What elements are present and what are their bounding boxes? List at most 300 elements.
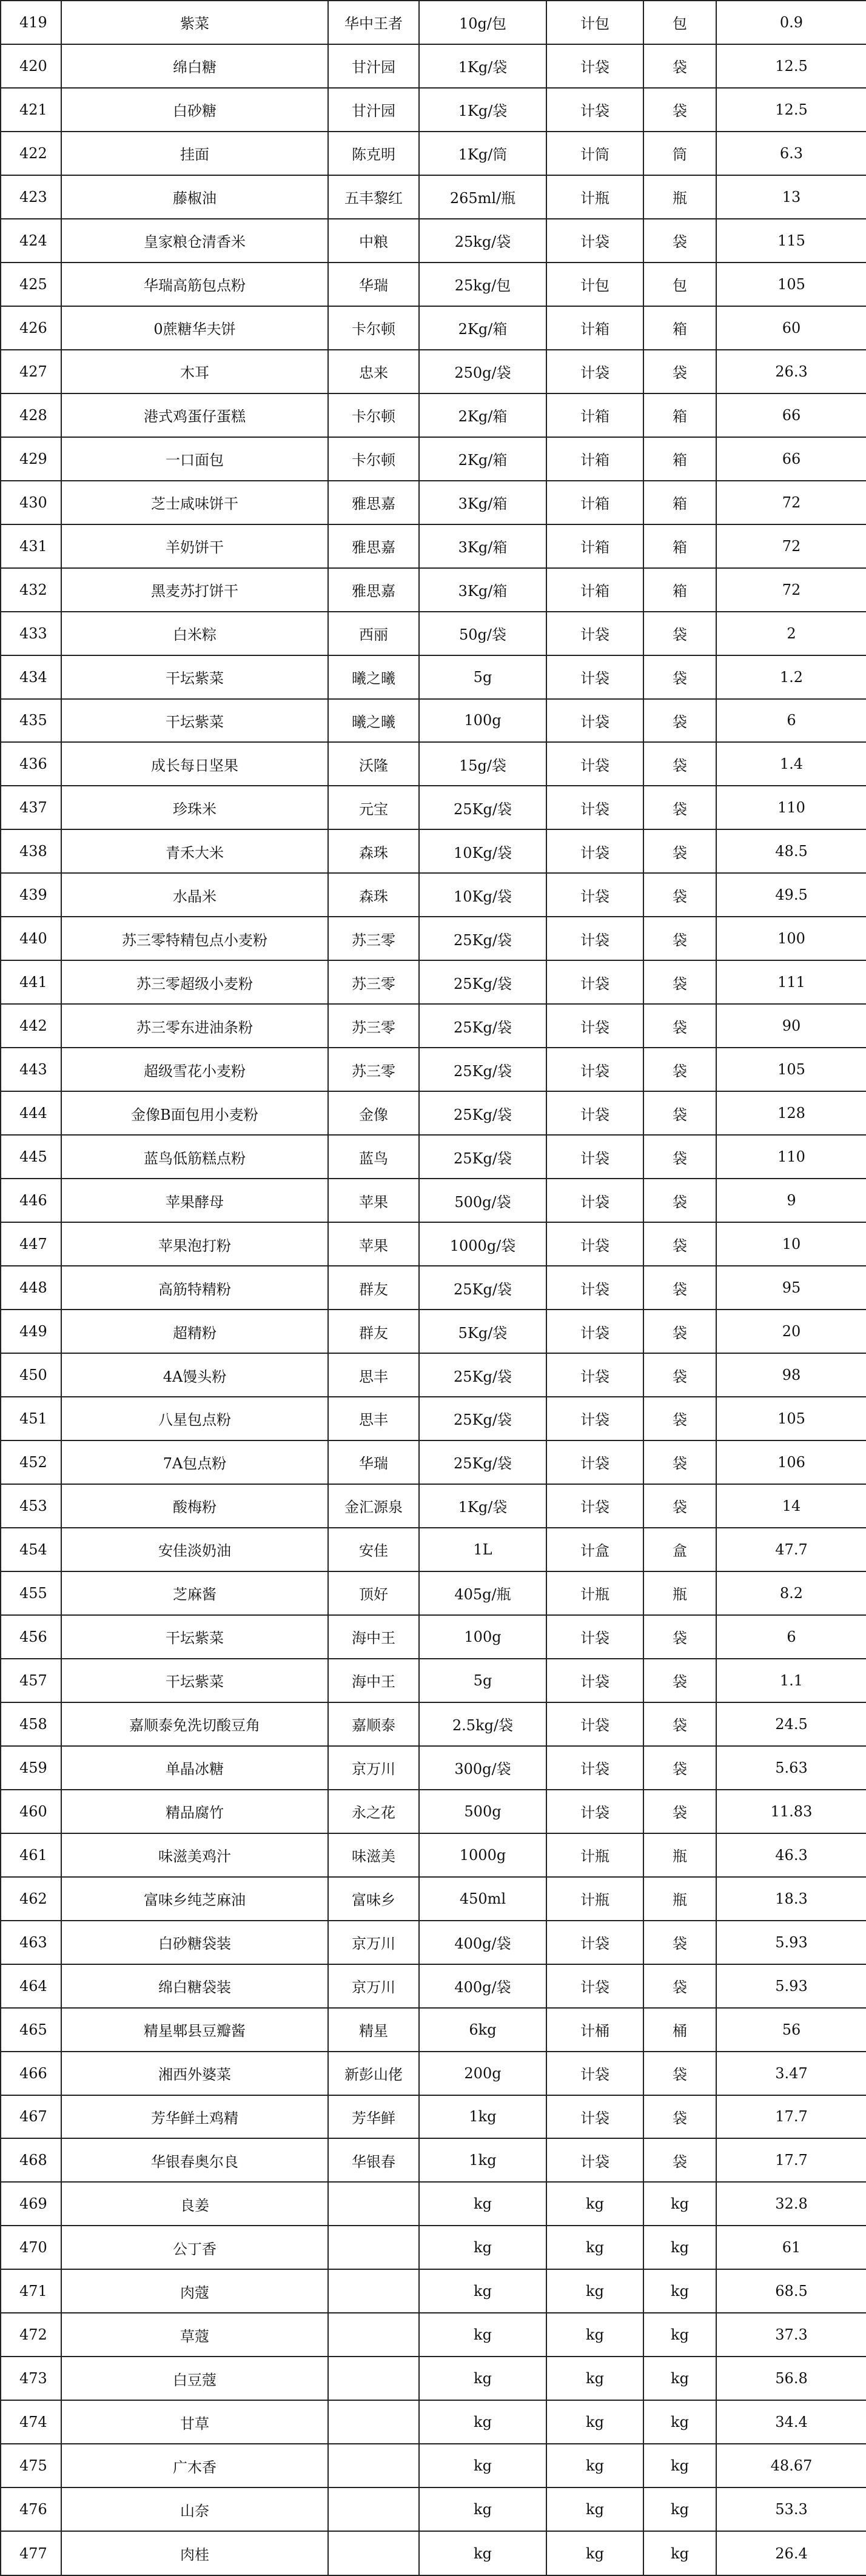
unit-cell: 袋 xyxy=(643,655,716,699)
billing-unit-cell: 计瓶 xyxy=(546,1571,643,1615)
unit-cell: 箱 xyxy=(643,524,716,568)
brand-cell: 华瑞 xyxy=(328,1440,419,1484)
unit-cell: 袋 xyxy=(643,1266,716,1310)
product-name-cell: 干坛紫菜 xyxy=(61,1615,328,1659)
unit-cell: 袋 xyxy=(643,44,716,88)
billing-unit-cell: 计箱 xyxy=(546,437,643,481)
brand-cell xyxy=(328,2269,419,2313)
specification-cell: 25Kg/袋 xyxy=(419,1353,546,1397)
specification-cell: 1000g xyxy=(419,1833,546,1877)
product-name-cell: 金像B面包用小麦粉 xyxy=(61,1091,328,1135)
brand-cell: 苏三零 xyxy=(328,917,419,960)
product-name-cell: 苏三零超级小麦粉 xyxy=(61,960,328,1004)
unit-cell: 袋 xyxy=(643,612,716,655)
specification-cell: 265ml/瓶 xyxy=(419,175,546,219)
unit-price-cell: 6.3 xyxy=(716,132,866,175)
brand-cell: 苏三零 xyxy=(328,1004,419,1048)
row-number-cell: 446 xyxy=(1,1179,61,1222)
unit-price-cell: 66 xyxy=(716,393,866,437)
specification-cell: 3Kg/箱 xyxy=(419,524,546,568)
row-number-cell: 473 xyxy=(1,2357,61,2400)
unit-price-cell: 9 xyxy=(716,1179,866,1222)
unit-price-cell: 48.67 xyxy=(716,2444,866,2487)
table-row xyxy=(1,1266,866,1310)
unit-cell: 袋 xyxy=(643,1964,716,2008)
row-number-cell: 423 xyxy=(1,175,61,219)
table-row xyxy=(1,612,866,655)
product-name-cell: 肉蔻 xyxy=(61,2269,328,2313)
unit-price-cell: 49.5 xyxy=(716,873,866,917)
unit-price-cell: 90 xyxy=(716,1004,866,1048)
unit-cell: 袋 xyxy=(643,1397,716,1440)
billing-unit-cell: 计袋 xyxy=(546,699,643,743)
unit-cell: 盒 xyxy=(643,1528,716,1571)
brand-cell: 精星 xyxy=(328,2008,419,2052)
billing-unit-cell: 计袋 xyxy=(546,873,643,917)
specification-cell: 25Kg/袋 xyxy=(419,1004,546,1048)
row-number-cell: 466 xyxy=(1,2052,61,2095)
row-number-cell: 435 xyxy=(1,699,61,743)
product-name-cell: 肉桂 xyxy=(61,2531,328,2575)
specification-cell: 1Kg/袋 xyxy=(419,88,546,132)
unit-price-cell: 105 xyxy=(716,263,866,306)
row-number-cell: 433 xyxy=(1,612,61,655)
table-body xyxy=(1,1,866,2575)
unit-price-cell: 32.8 xyxy=(716,2182,866,2226)
unit-price-cell: 14 xyxy=(716,1484,866,1528)
unit-price-cell: 72 xyxy=(716,568,866,612)
billing-unit-cell: 计袋 xyxy=(546,1440,643,1484)
unit-cell: 瓶 xyxy=(643,175,716,219)
table-row xyxy=(1,1179,866,1222)
unit-price-cell: 24.5 xyxy=(716,1702,866,1746)
unit-price-cell: 1.4 xyxy=(716,742,866,786)
billing-unit-cell: 计袋 xyxy=(546,1091,643,1135)
product-name-cell: 干坛紫菜 xyxy=(61,655,328,699)
unit-cell: 包 xyxy=(643,263,716,306)
unit-price-cell: 46.3 xyxy=(716,1833,866,1877)
unit-price-cell: 11.83 xyxy=(716,1790,866,1833)
brand-cell: 甘汁园 xyxy=(328,88,419,132)
specification-cell: 1Kg/袋 xyxy=(419,44,546,88)
table-row xyxy=(1,1659,866,1702)
product-name-cell: 安佳淡奶油 xyxy=(61,1528,328,1571)
table-row xyxy=(1,1877,866,1921)
table-row xyxy=(1,829,866,873)
product-name-cell: 绵白糖袋装 xyxy=(61,1964,328,2008)
specification-cell: 10Kg/袋 xyxy=(419,873,546,917)
unit-price-cell: 18.3 xyxy=(716,1877,866,1921)
table-row xyxy=(1,960,866,1004)
product-name-cell: 一口面包 xyxy=(61,437,328,481)
billing-unit-cell: 计袋 xyxy=(546,1397,643,1440)
unit-cell: kg xyxy=(643,2531,716,2575)
unit-cell: 袋 xyxy=(643,829,716,873)
brand-cell xyxy=(328,2313,419,2357)
table-row xyxy=(1,2531,866,2575)
specification-cell: 25kg/袋 xyxy=(419,219,546,263)
billing-unit-cell: 计袋 xyxy=(546,1004,643,1048)
unit-cell: kg xyxy=(643,2357,716,2400)
row-number-cell: 436 xyxy=(1,742,61,786)
brand-cell: 中粮 xyxy=(328,219,419,263)
row-number-cell: 471 xyxy=(1,2269,61,2313)
unit-cell: 袋 xyxy=(643,2052,716,2095)
billing-unit-cell: 计袋 xyxy=(546,1921,643,1964)
unit-cell: 箱 xyxy=(643,393,716,437)
brand-cell: 新彭山佬 xyxy=(328,2052,419,2095)
billing-unit-cell: kg xyxy=(546,2313,643,2357)
product-name-cell: 公丁香 xyxy=(61,2226,328,2269)
unit-cell: 袋 xyxy=(643,1484,716,1528)
table-row xyxy=(1,1746,866,1790)
product-name-cell: 木耳 xyxy=(61,350,328,393)
unit-price-cell: 95 xyxy=(716,1266,866,1310)
unit-price-cell: 6 xyxy=(716,1615,866,1659)
unit-cell: 袋 xyxy=(643,960,716,1004)
billing-unit-cell: 计包 xyxy=(546,1,643,44)
table-row xyxy=(1,742,866,786)
row-number-cell: 424 xyxy=(1,219,61,263)
specification-cell: 25Kg/袋 xyxy=(419,1397,546,1440)
row-number-cell: 459 xyxy=(1,1746,61,1790)
unit-cell: kg xyxy=(643,2444,716,2487)
billing-unit-cell: 计袋 xyxy=(546,350,643,393)
unit-cell: 筒 xyxy=(643,132,716,175)
table-row xyxy=(1,873,866,917)
billing-unit-cell: 计袋 xyxy=(546,742,643,786)
unit-price-cell: 48.5 xyxy=(716,829,866,873)
row-number-cell: 468 xyxy=(1,2138,61,2182)
specification-cell: 10g/包 xyxy=(419,1,546,44)
table-row xyxy=(1,524,866,568)
specification-cell: 400g/袋 xyxy=(419,1964,546,2008)
unit-price-cell: 6 xyxy=(716,699,866,743)
unit-cell: 袋 xyxy=(643,1179,716,1222)
specification-cell: 500g/袋 xyxy=(419,1179,546,1222)
specification-cell: 2Kg/箱 xyxy=(419,306,546,350)
specification-cell: 2.5kg/袋 xyxy=(419,1702,546,1746)
table-row xyxy=(1,2444,866,2487)
specification-cell: 1000g/袋 xyxy=(419,1222,546,1266)
unit-cell: 袋 xyxy=(643,786,716,829)
table-row xyxy=(1,1833,866,1877)
unit-price-cell: 66 xyxy=(716,437,866,481)
unit-cell: 袋 xyxy=(643,88,716,132)
unit-price-cell: 111 xyxy=(716,960,866,1004)
brand-cell xyxy=(328,2531,419,2575)
table-row xyxy=(1,263,866,306)
brand-cell: 群友 xyxy=(328,1266,419,1310)
specification-cell: 25kg/包 xyxy=(419,263,546,306)
brand-cell: 富味乡 xyxy=(328,1877,419,1921)
row-number-cell: 463 xyxy=(1,1921,61,1964)
row-number-cell: 449 xyxy=(1,1310,61,1353)
row-number-cell: 448 xyxy=(1,1266,61,1310)
unit-price-cell: 17.7 xyxy=(716,2095,866,2139)
row-number-cell: 462 xyxy=(1,1877,61,1921)
product-name-cell: 山奈 xyxy=(61,2487,328,2531)
billing-unit-cell: 计袋 xyxy=(546,1135,643,1179)
table-row xyxy=(1,219,866,263)
unit-price-cell: 1.2 xyxy=(716,655,866,699)
unit-cell: 袋 xyxy=(643,873,716,917)
row-number-cell: 444 xyxy=(1,1091,61,1135)
unit-cell: 袋 xyxy=(643,1702,716,1746)
unit-cell: kg xyxy=(643,2313,716,2357)
table-row xyxy=(1,1484,866,1528)
unit-cell: kg xyxy=(643,2226,716,2269)
row-number-cell: 450 xyxy=(1,1353,61,1397)
row-number-cell: 472 xyxy=(1,2313,61,2357)
unit-price-cell: 56 xyxy=(716,2008,866,2052)
product-name-cell: 干坛紫菜 xyxy=(61,699,328,743)
row-number-cell: 437 xyxy=(1,786,61,829)
unit-price-cell: 0.9 xyxy=(716,1,866,44)
brand-cell: 曦之曦 xyxy=(328,699,419,743)
specification-cell: kg xyxy=(419,2226,546,2269)
unit-cell: kg xyxy=(643,2269,716,2313)
specification-cell: 1kg xyxy=(419,2095,546,2139)
specification-cell: 100g xyxy=(419,1615,546,1659)
row-number-cell: 447 xyxy=(1,1222,61,1266)
table-row xyxy=(1,1004,866,1048)
brand-cell: 嘉顺泰 xyxy=(328,1702,419,1746)
specification-cell: 500g xyxy=(419,1790,546,1833)
brand-cell: 永之花 xyxy=(328,1790,419,1833)
row-number-cell: 427 xyxy=(1,350,61,393)
unit-cell: 箱 xyxy=(643,568,716,612)
billing-unit-cell: 计袋 xyxy=(546,2095,643,2139)
specification-cell: 300g/袋 xyxy=(419,1746,546,1790)
product-name-cell: 蓝鸟低筋糕点粉 xyxy=(61,1135,328,1179)
product-name-cell: 草蔻 xyxy=(61,2313,328,2357)
product-name-cell: 苏三零特精包点小麦粉 xyxy=(61,917,328,960)
product-name-cell: 富味乡纯芝麻油 xyxy=(61,1877,328,1921)
row-number-cell: 431 xyxy=(1,524,61,568)
specification-cell: kg xyxy=(419,2531,546,2575)
specification-cell: 6kg xyxy=(419,2008,546,2052)
billing-unit-cell: 计袋 xyxy=(546,1790,643,1833)
table-row xyxy=(1,2269,866,2313)
unit-cell: 袋 xyxy=(643,1659,716,1702)
brand-cell: 苏三零 xyxy=(328,1048,419,1091)
table-row xyxy=(1,88,866,132)
unit-cell: 瓶 xyxy=(643,1571,716,1615)
unit-cell: 包 xyxy=(643,1,716,44)
brand-cell: 华瑞 xyxy=(328,263,419,306)
specification-cell: 15g/袋 xyxy=(419,742,546,786)
product-name-cell: 湘西外婆菜 xyxy=(61,2052,328,2095)
row-number-cell: 458 xyxy=(1,1702,61,1746)
unit-price-cell: 26.4 xyxy=(716,2531,866,2575)
brand-cell: 华中王者 xyxy=(328,1,419,44)
brand-cell: 森珠 xyxy=(328,829,419,873)
unit-price-cell: 68.5 xyxy=(716,2269,866,2313)
table-row xyxy=(1,2226,866,2269)
table-row xyxy=(1,44,866,88)
unit-cell: 箱 xyxy=(643,481,716,524)
product-name-cell: 八星包点粉 xyxy=(61,1397,328,1440)
billing-unit-cell: 计袋 xyxy=(546,2138,643,2182)
unit-cell: 袋 xyxy=(643,742,716,786)
specification-cell: 10Kg/袋 xyxy=(419,829,546,873)
billing-unit-cell: 计瓶 xyxy=(546,175,643,219)
brand-cell: 卡尔顿 xyxy=(328,306,419,350)
unit-price-cell: 26.3 xyxy=(716,350,866,393)
product-name-cell: 白砂糖袋装 xyxy=(61,1921,328,1964)
brand-cell: 群友 xyxy=(328,1310,419,1353)
specification-cell: kg xyxy=(419,2400,546,2444)
brand-cell: 京万川 xyxy=(328,1921,419,1964)
specification-cell: 25Kg/袋 xyxy=(419,960,546,1004)
billing-unit-cell: 计袋 xyxy=(546,655,643,699)
table-row xyxy=(1,917,866,960)
specification-cell: 50g/袋 xyxy=(419,612,546,655)
specification-cell: 25Kg/袋 xyxy=(419,1440,546,1484)
unit-price-cell: 20 xyxy=(716,1310,866,1353)
unit-price-cell: 60 xyxy=(716,306,866,350)
billing-unit-cell: 计袋 xyxy=(546,1048,643,1091)
billing-unit-cell: 计箱 xyxy=(546,481,643,524)
brand-cell: 曦之曦 xyxy=(328,655,419,699)
product-name-cell: 广木香 xyxy=(61,2444,328,2487)
unit-cell: 袋 xyxy=(643,350,716,393)
billing-unit-cell: 计袋 xyxy=(546,1222,643,1266)
billing-unit-cell: 计袋 xyxy=(546,1746,643,1790)
billing-unit-cell: 计箱 xyxy=(546,393,643,437)
specification-cell: 1L xyxy=(419,1528,546,1571)
row-number-cell: 442 xyxy=(1,1004,61,1048)
unit-price-cell: 37.3 xyxy=(716,2313,866,2357)
brand-cell: 卡尔顿 xyxy=(328,437,419,481)
specification-cell: 25Kg/袋 xyxy=(419,917,546,960)
product-name-cell: 成长每日坚果 xyxy=(61,742,328,786)
row-number-cell: 426 xyxy=(1,306,61,350)
unit-cell: 瓶 xyxy=(643,1833,716,1877)
unit-cell: kg xyxy=(643,2487,716,2531)
table-row xyxy=(1,1135,866,1179)
table-row xyxy=(1,1528,866,1571)
unit-cell: 袋 xyxy=(643,2095,716,2139)
unit-price-cell: 56.8 xyxy=(716,2357,866,2400)
brand-cell: 安佳 xyxy=(328,1528,419,1571)
table-row xyxy=(1,1571,866,1615)
table-row xyxy=(1,1048,866,1091)
row-number-cell: 465 xyxy=(1,2008,61,2052)
unit-cell: 箱 xyxy=(643,306,716,350)
table-row xyxy=(1,2313,866,2357)
product-name-cell: 白米粽 xyxy=(61,612,328,655)
billing-unit-cell: kg xyxy=(546,2357,643,2400)
row-number-cell: 474 xyxy=(1,2400,61,2444)
product-name-cell: 精品腐竹 xyxy=(61,1790,328,1833)
row-number-cell: 443 xyxy=(1,1048,61,1091)
row-number-cell: 438 xyxy=(1,829,61,873)
brand-cell: 京万川 xyxy=(328,1746,419,1790)
brand-cell xyxy=(328,2357,419,2400)
billing-unit-cell: 计袋 xyxy=(546,88,643,132)
table-row xyxy=(1,1790,866,1833)
specification-cell: 400g/袋 xyxy=(419,1921,546,1964)
unit-cell: 箱 xyxy=(643,437,716,481)
product-name-cell: 芝麻酱 xyxy=(61,1571,328,1615)
row-number-cell: 421 xyxy=(1,88,61,132)
unit-price-cell: 34.4 xyxy=(716,2400,866,2444)
brand-cell: 苏三零 xyxy=(328,960,419,1004)
brand-cell: 雅思嘉 xyxy=(328,524,419,568)
billing-unit-cell: 计袋 xyxy=(546,786,643,829)
product-name-cell: 华瑞高筋包点粉 xyxy=(61,263,328,306)
table-row xyxy=(1,1964,866,2008)
brand-cell: 卡尔顿 xyxy=(328,393,419,437)
row-number-cell: 452 xyxy=(1,1440,61,1484)
product-name-cell: 芝士咸味饼干 xyxy=(61,481,328,524)
product-name-cell: 紫菜 xyxy=(61,1,328,44)
unit-price-cell: 61 xyxy=(716,2226,866,2269)
specification-cell: 450ml xyxy=(419,1877,546,1921)
billing-unit-cell: 计袋 xyxy=(546,917,643,960)
specification-cell: 25Kg/袋 xyxy=(419,1135,546,1179)
table-row xyxy=(1,1397,866,1440)
row-number-cell: 454 xyxy=(1,1528,61,1571)
billing-unit-cell: 计袋 xyxy=(546,1484,643,1528)
unit-cell: 袋 xyxy=(643,1004,716,1048)
unit-price-cell: 72 xyxy=(716,481,866,524)
brand-cell: 沃隆 xyxy=(328,742,419,786)
table-row xyxy=(1,1353,866,1397)
specification-cell: 2Kg/箱 xyxy=(419,393,546,437)
unit-price-cell: 106 xyxy=(716,1440,866,1484)
product-name-cell: 藤椒油 xyxy=(61,175,328,219)
brand-cell xyxy=(328,2444,419,2487)
product-name-cell: 精星郫县豆瓣酱 xyxy=(61,2008,328,2052)
unit-price-cell: 17.7 xyxy=(716,2138,866,2182)
brand-cell: 元宝 xyxy=(328,786,419,829)
table-row xyxy=(1,2138,866,2182)
unit-cell: 袋 xyxy=(643,1048,716,1091)
brand-cell xyxy=(328,2226,419,2269)
unit-cell: 袋 xyxy=(643,1135,716,1179)
unit-cell: 袋 xyxy=(643,1353,716,1397)
row-number-cell: 453 xyxy=(1,1484,61,1528)
specification-cell: 200g xyxy=(419,2052,546,2095)
product-name-cell: 绵白糖 xyxy=(61,44,328,88)
billing-unit-cell: 计袋 xyxy=(546,219,643,263)
row-number-cell: 475 xyxy=(1,2444,61,2487)
product-name-cell: 高筋特精粉 xyxy=(61,1266,328,1310)
table-row xyxy=(1,2487,866,2531)
billing-unit-cell: 计袋 xyxy=(546,1659,643,1702)
unit-cell: 袋 xyxy=(643,1091,716,1135)
billing-unit-cell: 计袋 xyxy=(546,1353,643,1397)
table-row xyxy=(1,2357,866,2400)
specification-cell: 5g xyxy=(419,655,546,699)
brand-cell: 顶好 xyxy=(328,1571,419,1615)
row-number-cell: 428 xyxy=(1,393,61,437)
billing-unit-cell: 计筒 xyxy=(546,132,643,175)
table-row xyxy=(1,1615,866,1659)
unit-price-cell: 47.7 xyxy=(716,1528,866,1571)
unit-price-cell: 13 xyxy=(716,175,866,219)
table-row xyxy=(1,1440,866,1484)
specification-cell: 25Kg/袋 xyxy=(419,1091,546,1135)
specification-cell: kg xyxy=(419,2487,546,2531)
billing-unit-cell: 计袋 xyxy=(546,1964,643,2008)
table-row xyxy=(1,132,866,175)
specification-cell: 1Kg/袋 xyxy=(419,1484,546,1528)
table-row xyxy=(1,2008,866,2052)
